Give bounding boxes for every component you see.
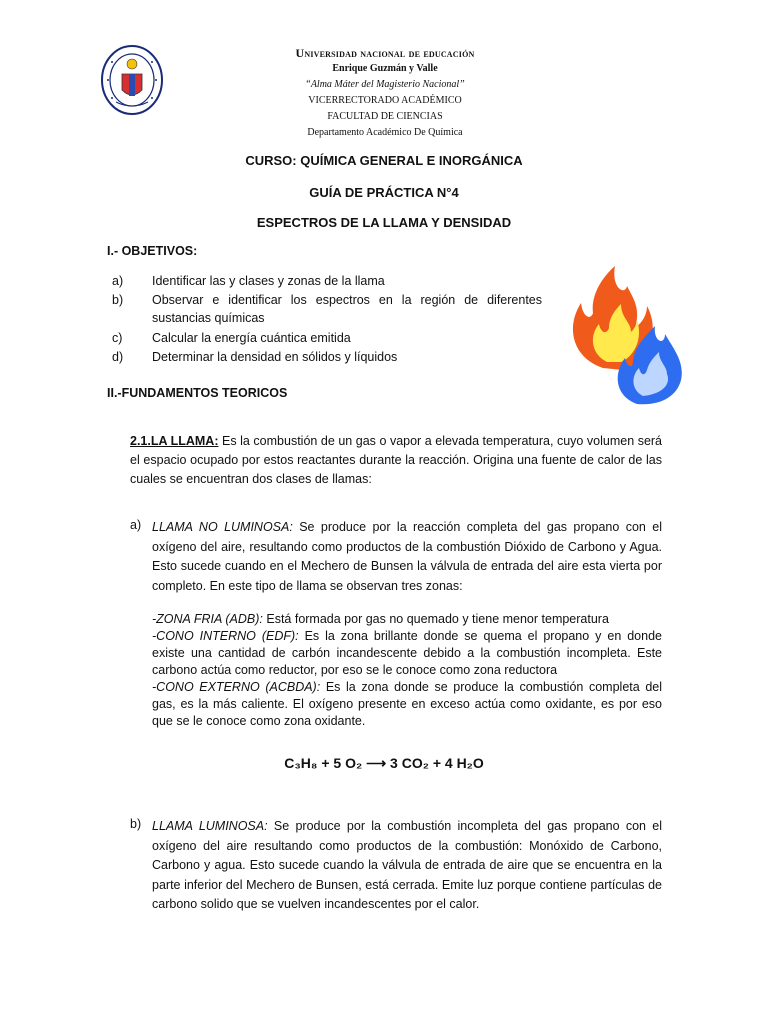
- zone-inner-text: Es la zona brillante donde se quema el propano y en donde existe una cantidad de carbón incandescente debido a la combustión incompleta. Este carbono actúa como reductor, por eso se le conoce como zona reductora: [152, 629, 662, 677]
- facultad: FACULTAD DE CIENCIAS: [327, 111, 443, 122]
- objective-label: c): [112, 331, 123, 345]
- luminous-title: LLAMA LUMINOSA:: [152, 819, 268, 833]
- zone-cold: [152, 611, 662, 628]
- objective-item: [112, 272, 542, 290]
- non-luminous-title: LLAMA NO LUMINOSA:: [152, 520, 293, 534]
- vicerrectorado: VICERRECTORADO ACADÉMICO: [308, 95, 462, 106]
- zone-cold-title: -ZONA FRIA (ADB):: [152, 612, 263, 626]
- document-header: [215, 45, 555, 141]
- luminous-text: Se produce por la combustión incompleta del gas propano con el oxígeno del aire resultando como productos de la combustión: Monóxido de Carbono, Carbono y agua. Esto sucede cuando la válvula de entrada de aire que se encuentra en la parte inferior del Mechero de Bunsen, está cerrada. Emite luz porque contiene partículas de carbono solido que se vuelven incandescentes por el calor.: [152, 819, 663, 911]
- luminous-flame: [152, 817, 662, 915]
- llama-title: 2.1.LA LLAMA:: [130, 434, 219, 448]
- item-a-label: a): [130, 518, 142, 532]
- objective-label: a): [112, 274, 124, 288]
- llama-definition: [130, 432, 662, 489]
- departamento: Departamento Académico De Química: [307, 127, 463, 138]
- zone-inner-cone: [152, 628, 662, 679]
- course-title: CURSO: QUÍMICA GENERAL E INORGÁNICA: [245, 153, 523, 168]
- objective-label: b): [112, 293, 124, 307]
- item-b-label: b): [130, 817, 142, 831]
- university-seal-logo: [100, 44, 164, 116]
- university-motto: “Alma Máter del Magisterio Nacional”: [305, 79, 465, 90]
- non-luminous-text: Se produce por la reacción completa del gas propano con el oxígeno del aire, resultando como productos de la combustión Dióxido de Carbono y Agua. Esto sucede cuando en el Mechero de Bunsen la válvula de entrada del aire esta vierta por completo. En este tipo de llama se observan tres zonas:: [152, 520, 662, 593]
- zone-outer-text: Es la zona donde se produce la combustión completa del gas, es la más caliente. El oxígeno presente en exceso actúa como oxidante, es por eso que se le conoce como zona oxidante.: [152, 680, 662, 728]
- objective-text: Observar e identificar los espectros en la región de diferentes sustancias químicas: [152, 293, 542, 325]
- objective-text: Determinar la densidad en sólidos y líquidos: [152, 350, 398, 364]
- fundamentals-heading: II.-FUNDAMENTOS TEORICOS: [107, 386, 288, 400]
- objective-label: d): [112, 350, 124, 364]
- objective-text: Identificar las y clases y zonas de la llama: [152, 274, 385, 288]
- objective-item: [112, 291, 542, 327]
- university-subname: Enrique Guzmán y Valle: [332, 63, 438, 74]
- non-luminous-flame: [152, 518, 662, 596]
- llama-text: Es la combustión de un gas o vapor a elevada temperatura, cuyo volumen será el espacio ocupado por estos reactantes durante la reacción. Origina una fuente de calor de las cuales se encuentran dos clases de llamas:: [130, 434, 663, 486]
- combustion-equation: C₃H₈ + 5 O₂ ⟶ 3 CO₂ + 4 H₂O: [284, 755, 484, 771]
- university-name: Universidad nacional de educación: [295, 46, 475, 60]
- objectives-heading: I.- OBJETIVOS:: [107, 244, 198, 258]
- objective-item: [112, 329, 542, 347]
- zone-inner-title: -CONO INTERNO (EDF):: [152, 629, 299, 643]
- flame-zones: [152, 611, 662, 730]
- zone-outer-title: -CONO EXTERNO (ACBDA):: [152, 680, 321, 694]
- guide-title: GUÍA DE PRÁCTICA N°4: [309, 185, 459, 200]
- zone-cold-text: Está formada por gas no quemado y tiene menor temperatura: [262, 612, 609, 626]
- flames-illustration: [563, 258, 693, 408]
- zone-outer-cone: [152, 679, 662, 730]
- topic-title: ESPECTROS DE LA LLAMA Y DENSIDAD: [256, 215, 512, 230]
- objective-item: [112, 348, 542, 366]
- objective-text: Calcular la energía cuántica emitida: [152, 331, 351, 345]
